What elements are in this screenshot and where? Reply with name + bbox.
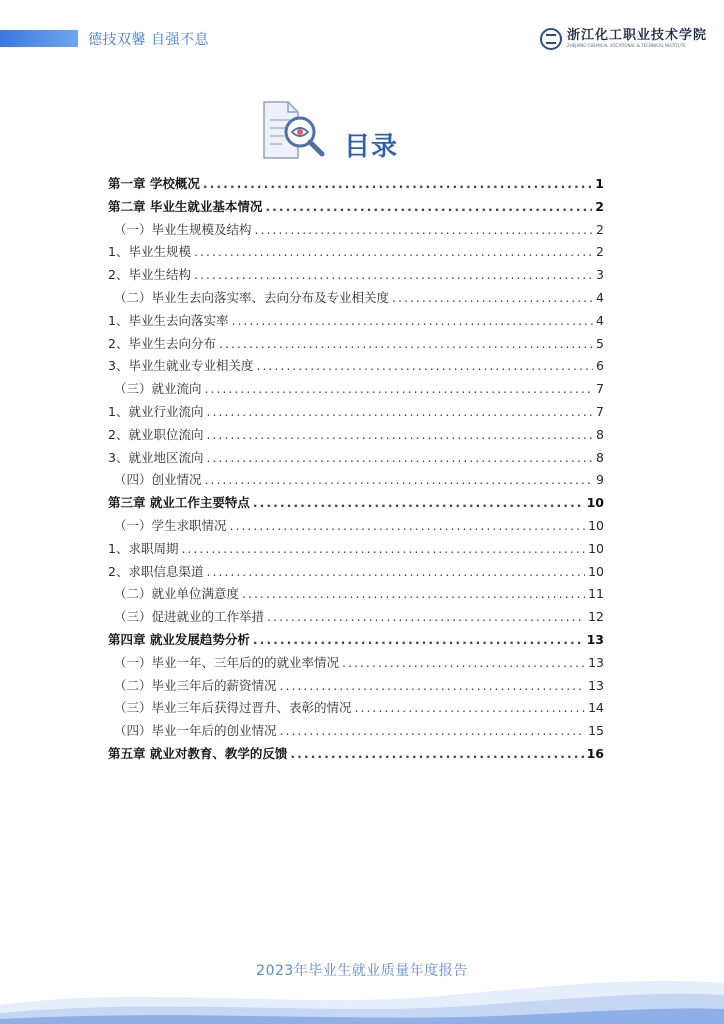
toc-dot-leader	[205, 378, 594, 401]
toc-entry[interactable]	[108, 561, 604, 584]
school-logo	[540, 28, 707, 50]
toc-entry-title: （一）毕业生规模及结构	[114, 221, 252, 237]
toc-dot-leader	[256, 355, 593, 378]
toc-entry-title: （二）毕业生去向落实率、去向分布及专业相关度	[114, 289, 390, 305]
toc-entry-page: 13	[586, 631, 604, 647]
toc-dot-leader	[206, 424, 593, 447]
toc-entry-title: 2、毕业生去向分布	[108, 335, 216, 351]
toc-dot-leader	[230, 515, 586, 538]
toc-entry-title: 1、就业行业流向	[108, 403, 204, 419]
toc-entry-title: （四）创业情况	[114, 472, 202, 488]
toc-entry-page: 10	[586, 495, 604, 511]
toc-entry-title: （三）就业流向	[114, 381, 202, 397]
toc-dot-leader	[181, 538, 585, 561]
toc-entry[interactable]	[108, 743, 604, 766]
toc-entry[interactable]	[108, 515, 604, 538]
toc-entry-page: 7	[596, 381, 604, 397]
toc-dot-leader	[194, 264, 593, 287]
toc-entry-page: 10	[588, 540, 604, 556]
toc-dot-leader	[255, 219, 594, 242]
toc-entry-page: 2	[596, 244, 604, 260]
toc-dot-leader	[206, 561, 585, 584]
header-slogan: 德技双馨 自强不息	[88, 32, 209, 48]
toc-entry-page: 4	[596, 312, 604, 328]
toc-entry[interactable]	[108, 173, 604, 196]
toc-entry-title: （二）就业单位满意度	[114, 586, 240, 602]
toc-entry[interactable]	[108, 287, 604, 310]
toc-entry[interactable]	[108, 675, 604, 698]
toc-entry-title: 1、毕业生去向落实率	[108, 312, 229, 328]
toc-dot-leader	[253, 629, 584, 652]
toc-entry[interactable]	[108, 606, 604, 629]
toc-entry[interactable]	[108, 401, 604, 424]
toc-entry-page: 13	[588, 677, 604, 693]
toc-entry-title: 2、求职信息渠道	[108, 563, 204, 579]
toc-entry[interactable]	[108, 424, 604, 447]
toc-entry-page: 10	[588, 563, 604, 579]
toc-entry-page: 11	[588, 586, 604, 602]
school-subtitle: ZHEJIANG CHEMICAL VOCATIONAL & TECHNICAL INSTITUTE	[567, 43, 686, 48]
toc-entry[interactable]	[108, 583, 604, 606]
toc-entry-page: 2	[596, 221, 604, 237]
toc-entry-title: 第一章 学校概况	[108, 176, 200, 191]
toc-dot-leader	[280, 720, 586, 743]
header-accent-bar	[0, 30, 78, 47]
toc-dot-leader	[253, 492, 584, 515]
toc-entry-title: （二）毕业三年后的薪资情况	[114, 677, 277, 693]
toc-entry-title: 1、毕业生规模	[108, 244, 191, 260]
toc-dot-leader	[342, 652, 585, 675]
toc-entry-title: 1、求职周期	[108, 540, 179, 556]
footer-report-title: 2023年毕业生就业质量年度报告	[256, 963, 468, 979]
toc-entry-page: 16	[586, 745, 604, 761]
toc-dot-leader	[203, 173, 592, 196]
toc-entry[interactable]	[108, 652, 604, 675]
toc-entry-title: 3、就业地区流向	[108, 449, 204, 465]
toc-entry[interactable]	[108, 629, 604, 652]
toc-dot-leader	[231, 310, 593, 333]
toc-entry-page: 9	[596, 472, 604, 488]
toc-entry-title: （一）学生求职情况	[114, 517, 227, 533]
toc-entry[interactable]	[108, 333, 604, 356]
toc-entry[interactable]	[108, 697, 604, 720]
toc-dot-leader	[267, 606, 585, 629]
toc-entry-page: 10	[588, 517, 604, 533]
toc-entry-title: 第五章 就业对教育、教学的反馈	[108, 745, 288, 761]
toc-entry[interactable]	[108, 538, 604, 561]
toc-entry[interactable]	[108, 447, 604, 470]
toc-entry-page: 7	[596, 403, 604, 419]
toc-entry-title: 2、就业职位流向	[108, 426, 204, 442]
toc-entry[interactable]	[108, 219, 604, 242]
toc-dot-leader	[206, 401, 593, 424]
toc-entry-page: 14	[588, 700, 604, 716]
toc-entry-page: 4	[596, 289, 604, 305]
toc-entry[interactable]	[108, 355, 604, 378]
toc-entry[interactable]	[108, 492, 604, 515]
toc-entry[interactable]	[108, 720, 604, 743]
toc-entry-page: 3	[596, 267, 604, 283]
toc-entry-page: 2	[595, 198, 604, 214]
toc-entry-page: 5	[596, 335, 604, 351]
toc-entry-title: （三）促进就业的工作举措	[114, 609, 265, 625]
toc-entry[interactable]	[108, 310, 604, 333]
toc-entry-title: 第四章 就业发展趋势分析	[108, 631, 250, 647]
toc-entry-page: 8	[596, 426, 604, 442]
toc-entry-title: （一）毕业一年、三年后的的就业率情况	[114, 654, 340, 670]
toc-dot-leader	[242, 583, 585, 606]
toc-dot-leader	[194, 241, 593, 264]
toc-entry[interactable]	[108, 378, 604, 401]
toc-dot-leader	[355, 697, 586, 720]
toc-dot-leader	[290, 743, 583, 766]
school-emblem-icon	[540, 28, 562, 50]
toc-dot-leader	[206, 447, 593, 470]
toc-entry-page: 15	[588, 723, 604, 739]
toc-dot-leader	[392, 287, 593, 310]
toc-entry-title: 第三章 就业工作主要特点	[108, 495, 250, 511]
toc-dot-leader	[280, 675, 586, 698]
page-title: 目录	[344, 132, 399, 162]
toc-dot-leader	[205, 469, 594, 492]
toc-dot-leader	[219, 333, 593, 356]
document-search-icon	[260, 96, 334, 164]
toc-entry-page: 1	[595, 176, 604, 191]
toc-entry-title: （三）毕业三年后获得过晋升、表彰的情况	[114, 700, 352, 716]
toc-entry[interactable]	[108, 264, 604, 287]
toc-entry-title: 2、毕业生结构	[108, 267, 191, 283]
toc-entry-title: （四）毕业一年后的创业情况	[114, 723, 277, 739]
toc-entry-title: 第二章 毕业生就业基本情况	[108, 198, 263, 214]
school-name: 浙江化工职业技术学院	[567, 28, 708, 43]
toc-entry[interactable]	[108, 241, 604, 264]
toc-entry[interactable]	[108, 196, 604, 219]
toc-entry-page: 12	[588, 609, 604, 625]
table-of-contents	[108, 173, 604, 766]
toc-entry-page: 6	[596, 358, 604, 374]
toc-dot-leader	[265, 196, 592, 219]
toc-entry-page: 8	[596, 449, 604, 465]
toc-entry-title: 3、毕业生就业专业相关度	[108, 358, 254, 374]
toc-entry-page: 13	[588, 654, 604, 670]
toc-entry[interactable]	[108, 469, 604, 492]
